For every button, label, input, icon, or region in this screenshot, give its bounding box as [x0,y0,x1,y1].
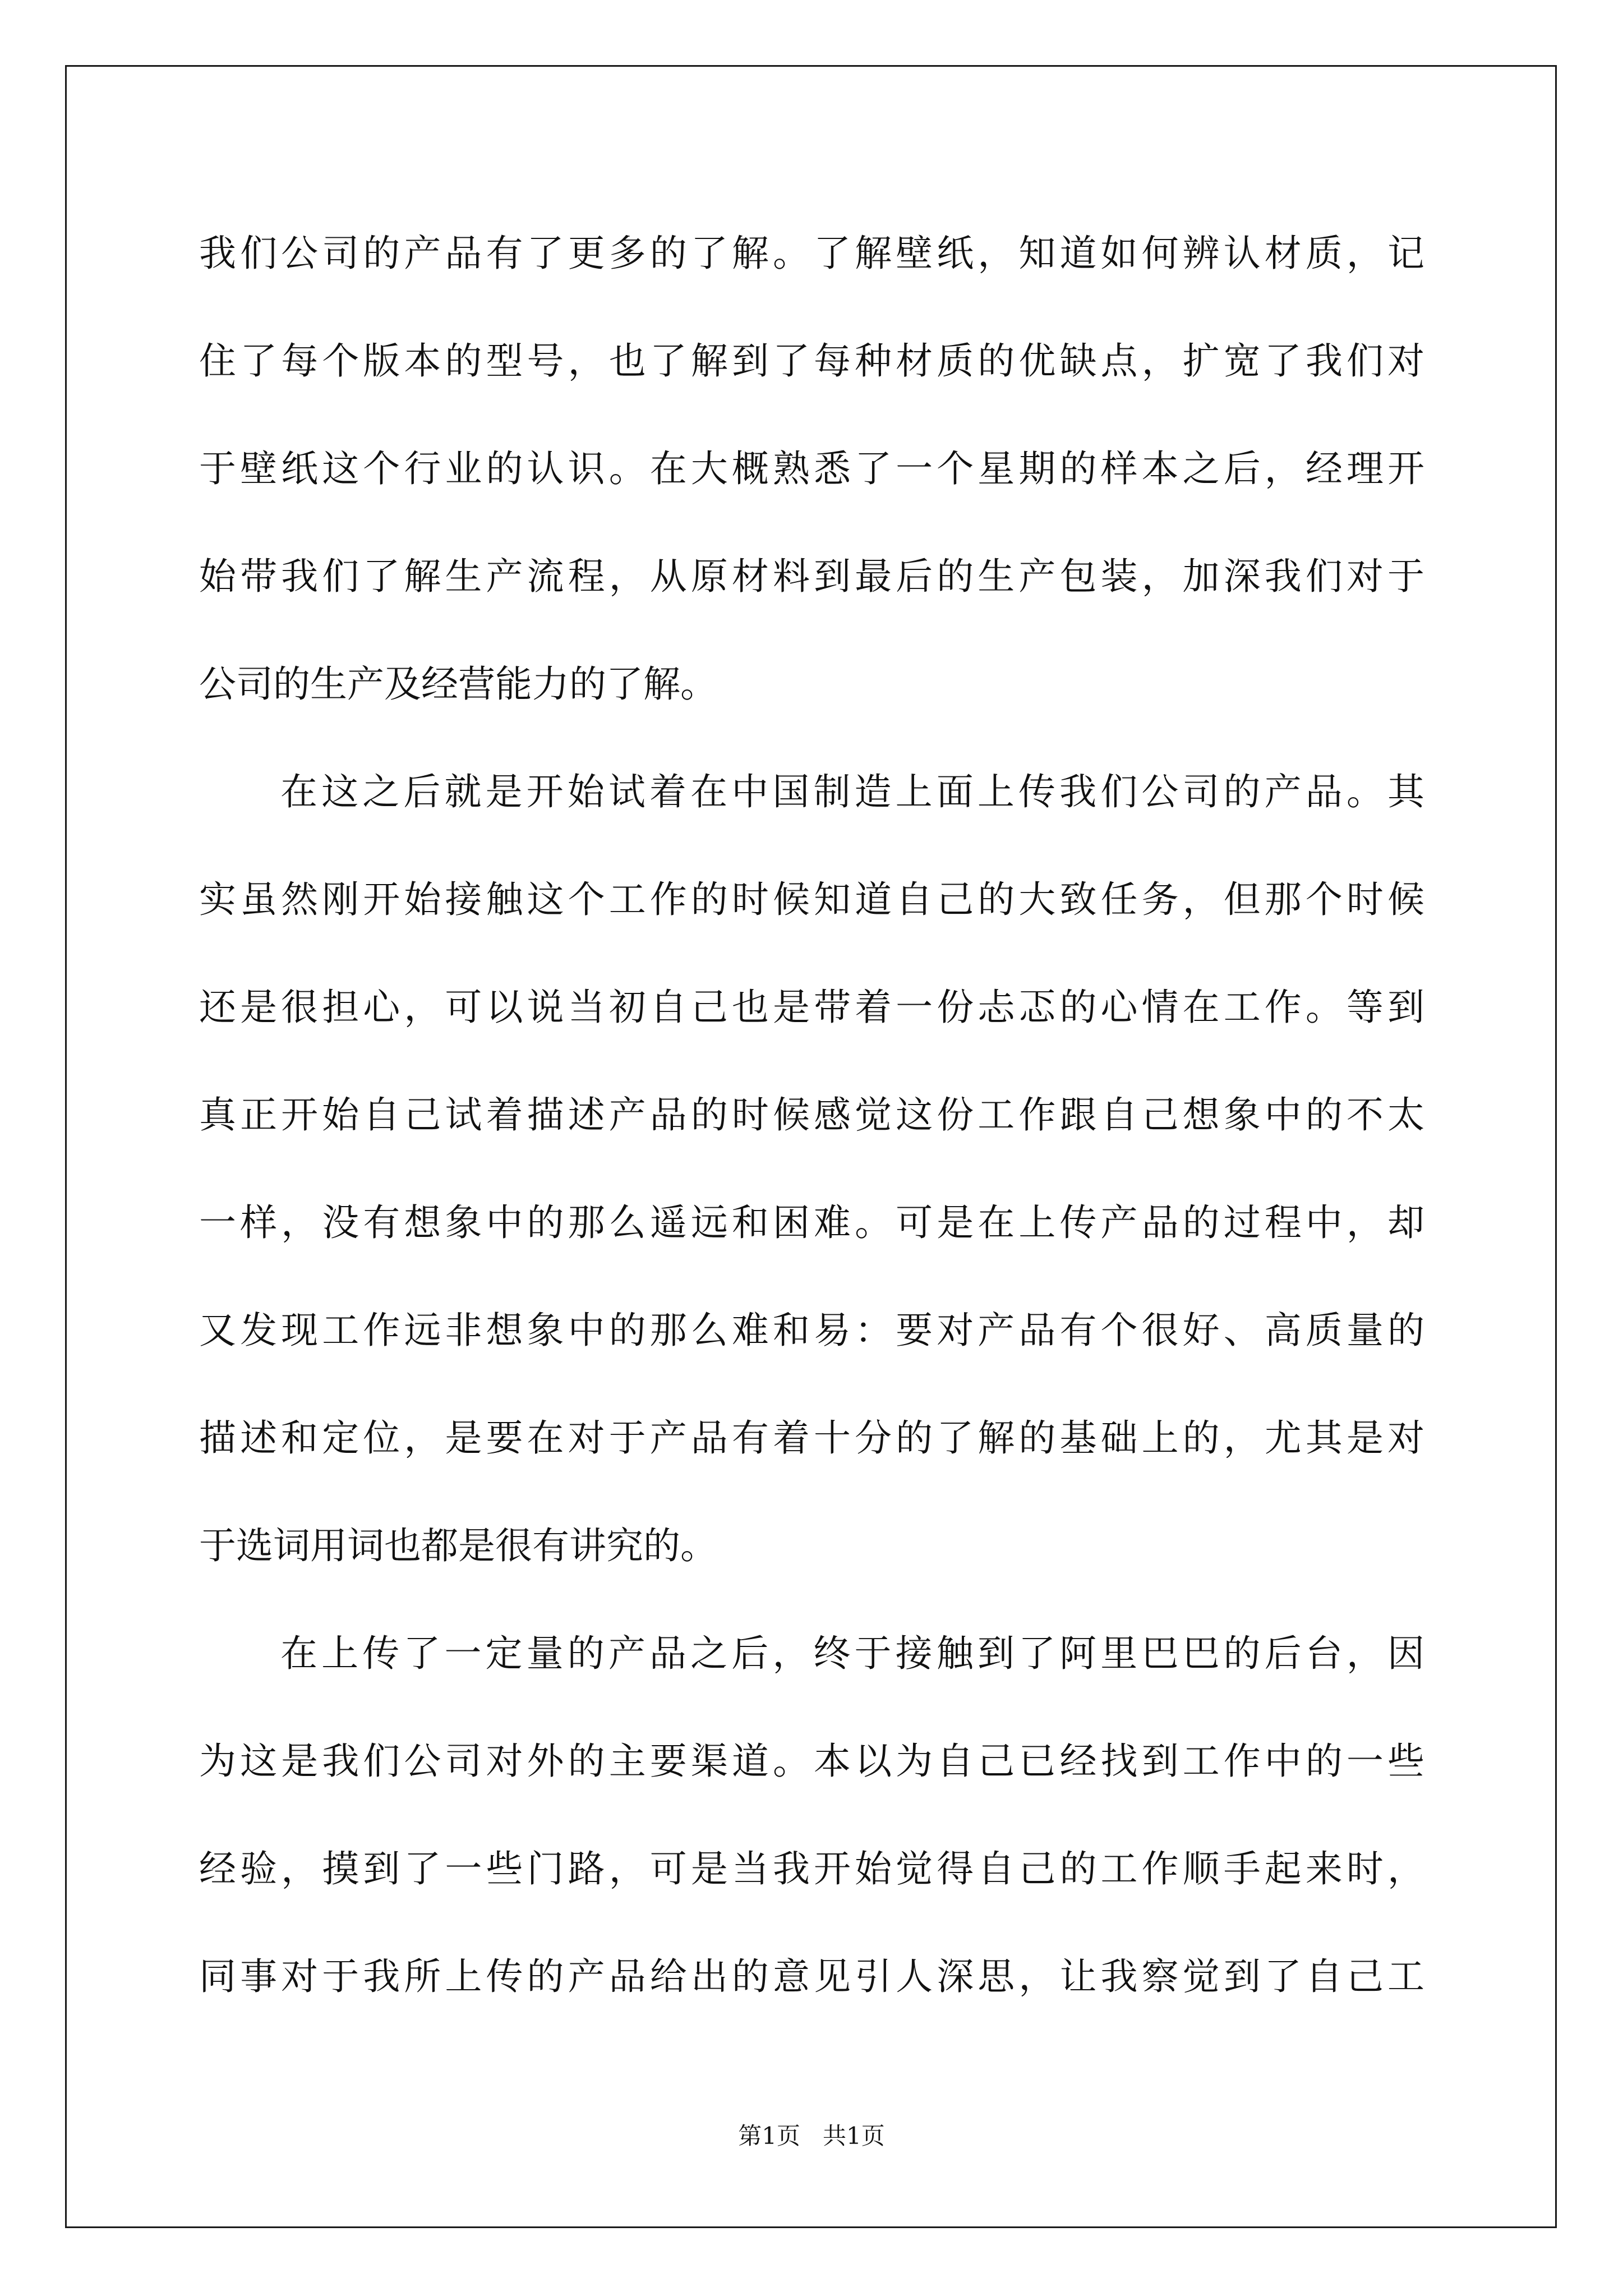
text-line: 始带我们了解生产流程，从原材料到最后的生产包装，加深我们对于 [199,555,1424,598]
text-line: 同事对于我所上传的产品给出的意见引人深思，让我察觉到了自己工 [199,1955,1424,1998]
text-line: 公司的生产及经营能力的了解。 [199,662,717,706]
text-line: 住了每个版本的型号，也了解到了每种材质的优缺点，扩宽了我们对 [199,339,1424,383]
paragraph-start-line: 在上传了一定量的产品之后，终于接触到了阿里巴巴的后台，因 [280,1632,1424,1675]
paragraph-start-line: 在这之后就是开始试着在中国制造上面上传我们公司的产品。其 [280,770,1424,813]
text-line: 我们公司的产品有了更多的了解。了解壁纸，知道如何辨认材质，记 [199,232,1424,275]
text-line: 实虽然刚开始接触这个工作的时候知道自己的大致任务，但那个时候 [199,878,1424,921]
text-line: 描述和定位，是要在对于产品有着十分的了解的基础上的，尤其是对 [199,1416,1424,1460]
text-line: 于壁纸这个行业的认识。在大概熟悉了一个星期的样本之后，经理开 [199,447,1424,490]
text-line: 经验，摸到了一些门路，可是当我开始觉得自己的工作顺手起来时， [199,1847,1424,1890]
page-total: 共1页 [823,2122,885,2150]
text-line: 一样，没有想象中的那么遥远和困难。可是在上传产品的过程中，却 [199,1201,1424,1244]
document-body [199,200,1424,2031]
page-footer [0,2118,1623,2151]
text-line: 于选词用词也都是很有讲究的。 [199,1524,717,1567]
text-line: 还是很担心，可以说当初自己也是带着一份忐忑的心情在工作。等到 [199,986,1424,1029]
page-number: 第1页 [738,2122,800,2150]
text-line: 真正开始自己试着描述产品的时候感觉这份工作跟自己想象中的不太 [199,1093,1424,1137]
text-line: 为这是我们公司对外的主要渠道。本以为自己已经找到工作中的一些 [199,1740,1424,1783]
text-line: 又发现工作远非想象中的那么难和易：要对产品有个很好、高质量的 [199,1309,1424,1352]
